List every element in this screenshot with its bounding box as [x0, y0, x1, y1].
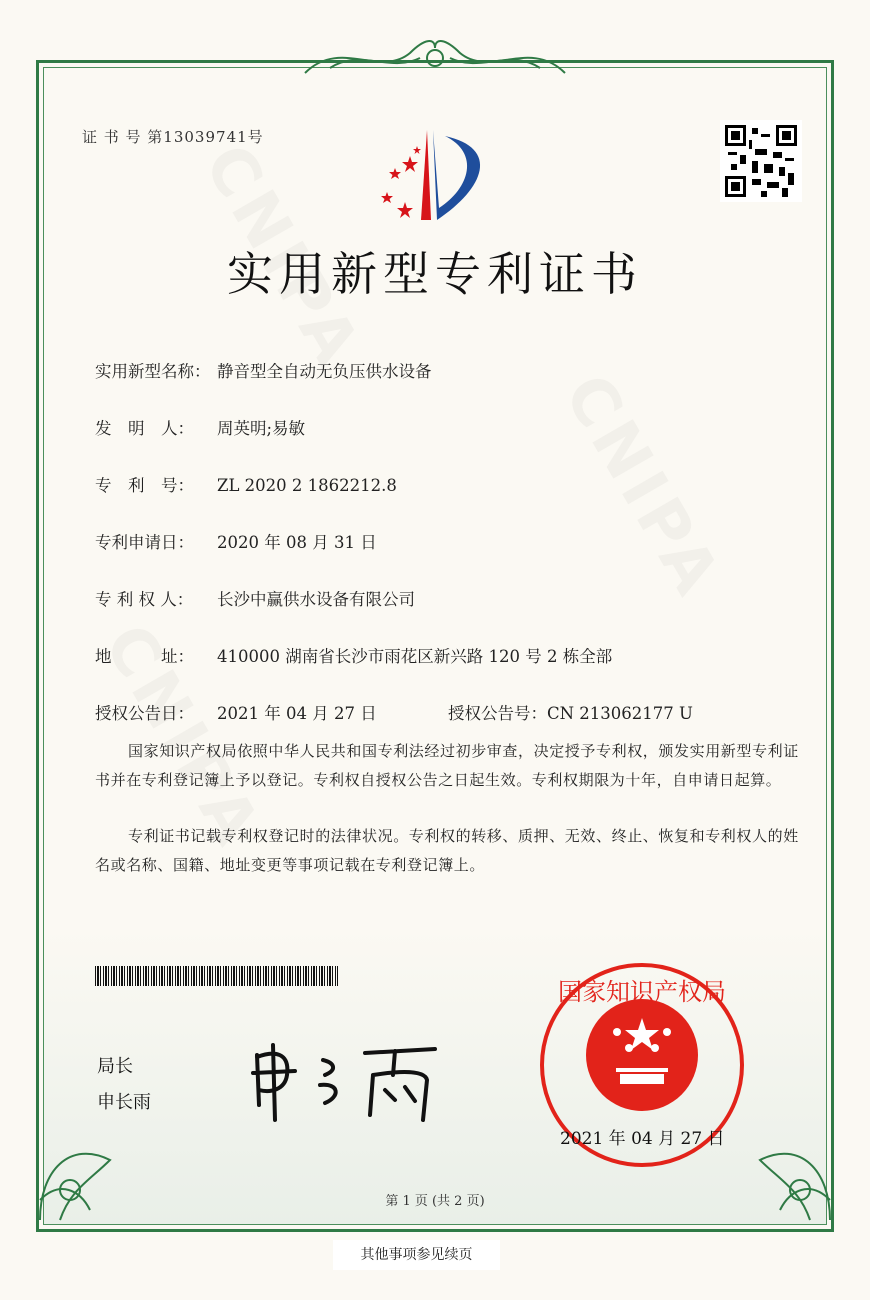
continuation-note: 其他事项参见续页 [333, 1240, 500, 1270]
field-announcement-number [448, 700, 693, 724]
field-patent-number [95, 472, 397, 496]
field-label: 专 利 号： [95, 476, 194, 495]
field-patentee [95, 586, 415, 610]
qr-code[interactable] [720, 120, 802, 202]
director-name: 申长雨 [97, 1092, 151, 1113]
field-value: 长沙中赢供水设备有限公司 [217, 590, 415, 609]
field-label: 发 明 人： [95, 419, 194, 438]
field-value: ZL 2020 2 1862212.8 [217, 476, 397, 495]
field-value: CN 213062177 U [547, 704, 693, 723]
barcode [95, 966, 338, 986]
field-inventor [95, 415, 305, 439]
field-grant-date [95, 700, 377, 724]
page-number: 第 1 页 (共 2 页) [385, 1194, 485, 1209]
field-utility-model-name [95, 358, 432, 382]
signature-icon [245, 1035, 455, 1125]
field-value: 周英明;易敏 [217, 419, 306, 438]
field-label: 专 利 权 人： [95, 590, 194, 609]
qr-code-icon [725, 125, 797, 197]
field-label: 专利申请日： [95, 533, 194, 552]
field-label: 地 址： [95, 647, 194, 666]
paragraph-legal-status: 专利证书记载专利权登记时的法律状况。专利权的转移、质押、无效、终止、恢复和专利权人的姓名或名称、国籍、地址变更等事项记载在专利登记簿上。 [95, 827, 799, 874]
field-value: 410000 湖南省长沙市雨花区新兴路 120 号 2 栋全部 [217, 647, 613, 666]
top-ornament-icon [300, 28, 570, 88]
field-value: 静音型全自动无负压供水设备 [217, 362, 432, 381]
seal-date: 2021 年 04 月 27 日 [560, 1129, 725, 1149]
seal-text: 国家知识产权局 [558, 978, 726, 1006]
field-address [95, 643, 612, 667]
director-title: 局长 [97, 1056, 133, 1077]
certificate-number: 证 书 号 第13039741号 [82, 128, 264, 146]
field-label: 实用新型名称： [95, 362, 211, 381]
paragraph-grant: 国家知识产权局依照中华人民共和国专利法经过初步审查，决定授予专利权，颁发实用新型专利证书并在专利登记簿上予以登记。专利权自授权公告之日起生效。专利权期限为十年，自申请日起算。 [95, 742, 799, 789]
cnipa-logo-icon [365, 128, 510, 228]
certificate-title: 实用新型专利证书 [227, 247, 643, 301]
field-value: 2021 年 04 月 27 日 [217, 704, 377, 723]
field-label: 授权公告日： [95, 704, 194, 723]
field-filing-date [95, 529, 377, 553]
field-label: 授权公告号： [448, 704, 547, 723]
field-value: 2020 年 08 月 31 日 [217, 533, 377, 552]
